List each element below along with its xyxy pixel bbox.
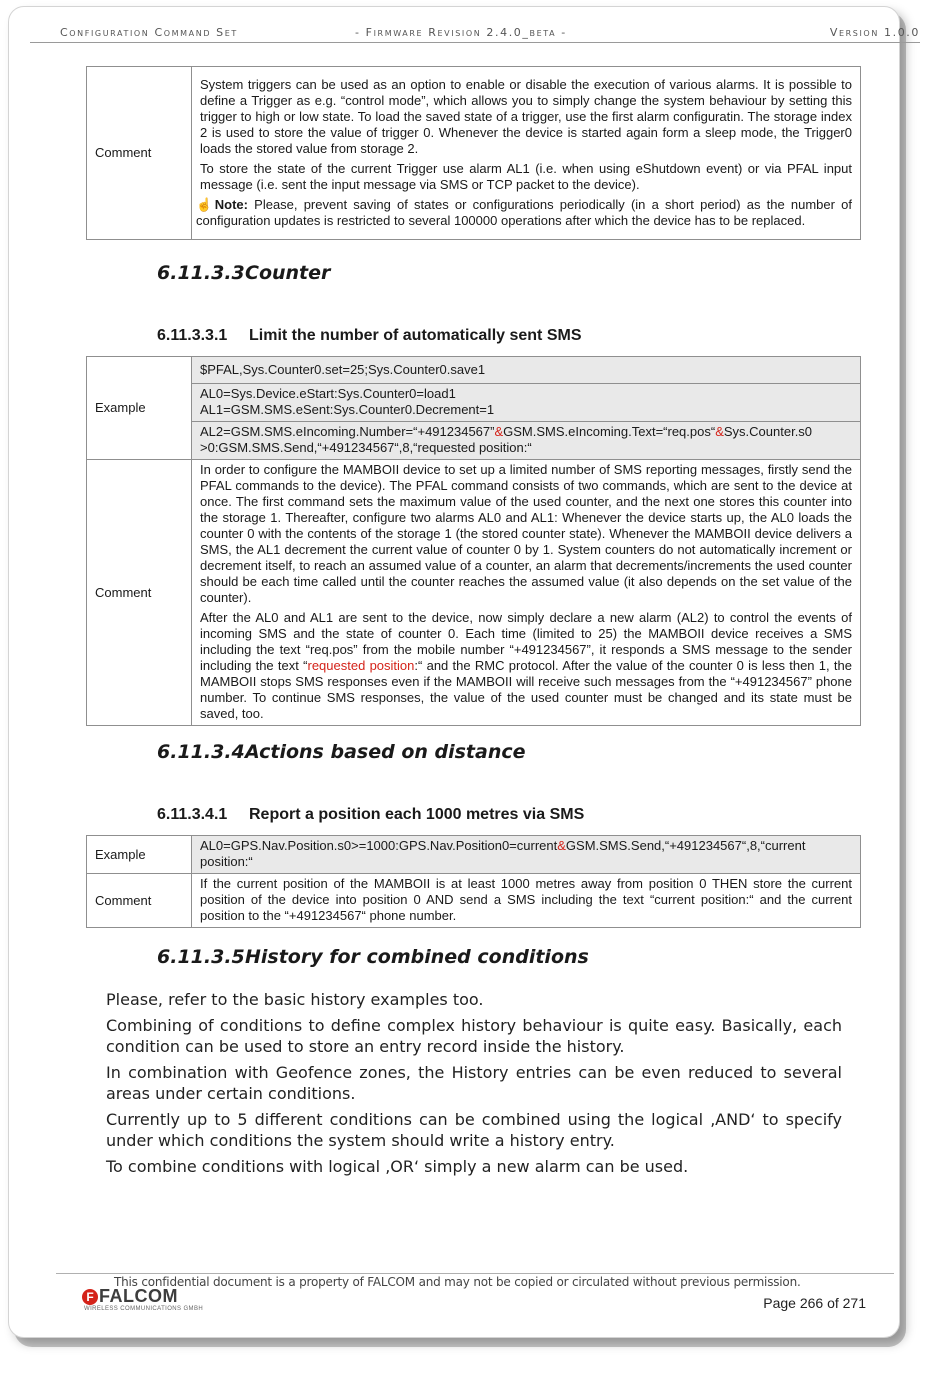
subsection-heading — [157, 327, 582, 345]
section-heading — [157, 262, 330, 284]
section-heading — [157, 741, 526, 763]
example-line — [192, 384, 861, 422]
section-title: Actions based on distance — [245, 741, 526, 763]
body-paragraph: Please, refer to the basic history examples too. — [106, 990, 484, 1009]
logo-word: FALCOM — [99, 1286, 178, 1306]
table-label: Comment — [87, 67, 192, 240]
confidentiality-notice: This confidential document is a property of FALCOM and may not be copied or circulated without previous permission. — [114, 1275, 801, 1289]
highlighted-text: requested position — [307, 658, 415, 673]
ampersand: & — [557, 838, 566, 853]
header-mid: - Firmware Revision 2.4.0_beta - — [355, 26, 567, 39]
ampersand: & — [494, 424, 504, 439]
table-label: Example — [87, 357, 192, 460]
body-paragraph: Combining of conditions to define complex history behaviour is quite easy. Basically, each condition can be used to store an entry record inside the history. — [106, 1016, 842, 1056]
table-content — [192, 67, 861, 240]
section-title: History for combined conditions — [245, 946, 589, 968]
counter-example-table — [86, 356, 861, 726]
table-content: If the current position of the MAMBOII is at least 1000 metres away from position 0 THEN store the current position of the device into position 0 AND send a SMS including the text “current position:“ and the current position to the “+491234567“ phone number. — [192, 874, 861, 928]
distance-example-table — [86, 835, 861, 928]
section-number: 6.11.3.5 — [157, 946, 245, 968]
example-line: $PFAL,Sys.Counter0.set=25;Sys.Counter0.save1 — [192, 357, 861, 384]
header-left: Configuration Command Set — [60, 26, 238, 39]
section-number: 6.11.3.3 — [157, 262, 245, 284]
pointing-hand-icon: ☝ — [196, 196, 215, 212]
section-heading — [157, 946, 589, 968]
section-number: 6.11.3.4 — [157, 741, 245, 763]
history-body — [106, 989, 842, 1182]
body-paragraph: Currently up to 5 different conditions can be combined using the logical ‚AND‘ to specify under which conditions the system should write a history entry. — [106, 1110, 842, 1150]
note-paragraph — [196, 197, 852, 229]
subsection-title: Report a position each 1000 metres via SMS — [249, 806, 585, 823]
table-label: Comment — [87, 460, 192, 726]
body-paragraph: To combine conditions with logical ‚OR‘ simply a new alarm can be used. — [106, 1157, 689, 1176]
subsection-title: Limit the number of automatically sent SMS — [249, 327, 582, 344]
note-label: Note: — [214, 196, 248, 212]
table-label: Comment — [87, 874, 192, 928]
logo-mark-icon: F — [82, 1289, 98, 1305]
subsection-heading — [157, 806, 584, 824]
subsection-number: 6.11.3.4.1 — [157, 806, 228, 823]
footer-divider — [56, 1273, 894, 1274]
example-line — [192, 836, 861, 874]
table-content — [192, 460, 861, 726]
subsection-number: 6.11.3.3.1 — [157, 327, 228, 344]
example-code: Sys.Counter.s0 >0:GSM.SMS.Send,“+491234567“,8,“requested position:“ — [200, 424, 813, 455]
example-code: AL0=Sys.Device.eStart:Sys.Counter0=load1 — [200, 386, 456, 401]
comment-paragraph: To store the state of the current Trigger use alarm AL1 (i.e. when using eShutdown event) or via PFAL input message (i.e. sent the input message via SMS or TCP packet to the device). — [200, 160, 852, 192]
page-header — [30, 26, 920, 42]
ampersand: & — [715, 424, 724, 439]
example-code: AL2=GSM.SMS.eIncoming.Number=“+491234567” — [200, 424, 495, 439]
header-divider — [30, 42, 920, 43]
example-code: GSM.SMS.Send,“+491234567“,8,“current position:“ — [200, 838, 806, 869]
comment-text: After the AL0 and AL1 are sent to the device, now simply declare a new alarm (AL2) to control the events of incoming SMS and the state of counter 0. Each time (limited to 25) the MAMBOII device receives a SMS including the text “req.pos” from the mobile number “+491234567”, it responds a SMS message to the sender including the text “ — [200, 610, 852, 673]
example-line — [192, 422, 861, 460]
logo-subtitle: WIRELESS COMMUNICATIONS GMBH — [84, 1306, 204, 1312]
body-paragraph: In combination with Geofence zones, the History entries can be even reduced to several areas under certain conditions. — [106, 1063, 842, 1103]
comment-paragraph: In order to configure the MAMBOII device to set up a limited number of SMS reporting messages, firstly send the PFAL commands to the device). The PFAL command consists of two commands, which are sent to the device at once. The first command sets the maximum value of the used counter, and the next one stores this counter into the storage 1. Thereafter, configure two alarms AL0 and AL1: Whenever the device starts up, the AL0 loads the counter 0 with the contents of the storage 1 (the stored counter state). Whenever the MAMBOII device delivers a SMS, the AL1 decrement the current value of counter 0 by 1. System counters do not automatically increment or decrement itself, to reach an assumed value of a counter, an alarm that decrements/increments the used counter should be each time called until the counter reaches the assumed value (it also depends on the set value of the counter). — [200, 462, 852, 605]
table-label: Example — [87, 836, 192, 874]
example-code: AL1=GSM.SMS.eSent:Sys.Counter0.Decrement=1 — [200, 402, 495, 417]
example-code: AL0=GPS.Nav.Position.s0>=1000:GPS.Nav.Position0=current — [200, 838, 558, 853]
page-number: Page 266 of 271 — [763, 1295, 866, 1311]
comment-paragraph: System triggers can be used as an option to enable or disable the execution of various alarms. It is possible to define a Trigger as e.g. “control mode”, which allows you to simply change the system behaviour by setting this trigger to high or low state. To load the saved state of a trigger, use the first alarm configuratin. The storage index 2 is used to store the value of trigger 0. Whenever the device is started again form a sleep mode, the Trigger0 loads the stored value from storage 2. — [200, 76, 852, 156]
header-right: Version 1.0.0 — [829, 26, 920, 39]
trigger-comment-table — [86, 66, 861, 240]
comment-text: :“ and the RMC protocol. After the value of the counter 0 is less then 1, the MAMBOII stops SMS responses even if the MAMBOII will receive such messages from the “+491234567” phone number. To continue SMS responses, the value of the used counter must be changed and its state must be saved, too. — [200, 658, 852, 721]
example-code: GSM.SMS.eIncoming.Text=“req.pos“ — [503, 424, 716, 439]
section-title: Counter — [245, 262, 331, 284]
note-text: Please, prevent saving of states or configurations periodically (in a short period) as the number of configuration updates is restricted to several 100000 operations after which the device has to be replaced. — [196, 196, 852, 228]
falcom-logo — [82, 1288, 202, 1314]
comment-paragraph — [200, 610, 852, 722]
